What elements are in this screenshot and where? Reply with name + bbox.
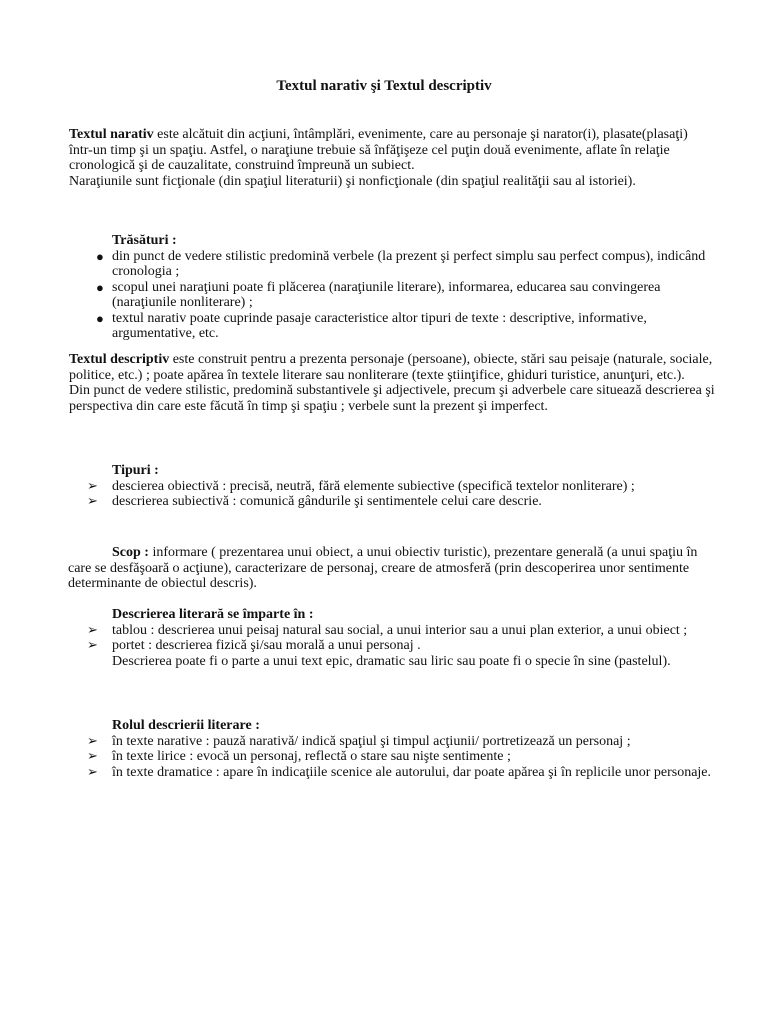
descriptive-term: Textul descriptiv [69, 352, 170, 367]
feature-text: scopul unei naraţiuni poate fi plăcerea (naraţiunile literare), informarea, educarea sau convingerea (naraţiunile nonliterare) ; [112, 279, 661, 310]
list-item [87, 621, 716, 639]
scope-label: Scop : [112, 545, 149, 560]
narrative-section [69, 127, 715, 189]
type-text: descierea obiectivă : precisă, neutră, fără elemente subiective (specifică textelor nonliterare) ; [112, 478, 635, 494]
list-item [87, 493, 716, 510]
arrow-bullet-icon: ➢ [87, 732, 98, 748]
literary-list [87, 621, 716, 654]
literary-text: tablou : descrierea unui peisaj natural sau social, a unui interior sau a unui plan exterior, a unui obiect ; [112, 622, 688, 638]
arrow-bullet-icon: ➢ [87, 637, 98, 652]
arrow-bullet-icon: ➢ [87, 621, 98, 637]
list-item [87, 477, 716, 495]
arrow-bullet-icon: ➢ [87, 477, 98, 493]
arrow-bullet-icon: ➢ [87, 493, 98, 508]
narrative-paragraph-1 [69, 127, 715, 174]
types-heading: Tipuri : [112, 463, 159, 478]
features-section [96, 233, 716, 342]
list-item [96, 248, 716, 280]
role-text: în texte dramatice : apare în indicaţiile scenice ale autorului, dar poate apărea şi în replicile unor personaje. [112, 764, 712, 780]
descriptive-paragraph-1 [69, 352, 715, 383]
feature-text: din punct de vedere stilistic predomină verbele (la prezent şi perfect simplu sau perfect compus), indicând cronologia ; [112, 248, 706, 279]
role-text: în texte narative : pauză narativă/ indică spaţiul şi timpul acţiunii/ portretizează un personaj ; [112, 733, 631, 749]
list-item [96, 310, 716, 342]
literary-section [87, 607, 716, 669]
descriptive-paragraph-1-text: este construit pentru a prezenta personaje (persoane), obiecte, stări sau peisaje (naturale, sociale, politice, etc.) ; poate apărea în textele literare sau nonliterare (texte ştiinţifice, ghiduri turistice, anunţuri, etc.). [69, 352, 713, 383]
list-item [96, 279, 716, 311]
features-heading: Trăsături : [112, 233, 177, 248]
types-list [87, 477, 716, 510]
arrow-bullet-icon: ➢ [87, 763, 98, 779]
literary-heading: Descrierea literară se împarte în : [112, 607, 314, 622]
scope-section [68, 545, 716, 592]
role-section [87, 718, 716, 780]
types-section [87, 463, 716, 510]
feature-text: textul narativ poate cuprinde pasaje caracteristice altor tipuri de texte : descriptive, informative, argumentative, etc. [112, 310, 647, 341]
bullet-icon: ● [96, 279, 104, 295]
literary-text: portet : descrierea fizică şi/sau morală a unui personaj . [112, 638, 421, 653]
literary-note: Descrierea poate fi o parte a unui text epic, dramatic sau liric sau poate fi o specie în sine (pastelul). [112, 653, 671, 669]
arrow-bullet-icon: ➢ [87, 748, 98, 763]
role-text: în texte lirice : evocă un personaj, reflectă o stare sau nişte sentimente ; [112, 749, 511, 764]
bullet-icon: ● [96, 310, 104, 326]
list-item [87, 748, 716, 765]
features-list [96, 248, 716, 342]
role-list [87, 732, 716, 781]
narrative-term: Textul narativ [69, 127, 154, 142]
document-title: Textul narativ şi Textul descriptiv [276, 78, 492, 94]
list-item [87, 637, 716, 654]
scope-paragraph [68, 545, 716, 592]
role-heading: Rolul descrierii literare : [112, 718, 260, 733]
descriptive-section [69, 352, 715, 414]
scope-text: informare ( prezentarea unui obiect, a unui obiectiv turistic), prezentare generală (a unui spaţiu în care se desfăşoară o acţiune), caracterizare de personaj, creare de atmosferă (prin descoperirea unor sentimente determinante de obiectul descris). [68, 545, 698, 591]
narrative-paragraph-1-text: este alcătuit din acţiuni, întâmplări, evenimente, care au personaje şi narator(i), plasate(plasaţi) într-un timp şi un spaţiu. Astfel, o naraţiune trebuie să înfăţişeze cel puţin două evenimente, aflate în relaţie cronologică şi de cauzalitate, construind împreună un subiect. [69, 127, 688, 173]
bullet-icon: ● [96, 248, 104, 264]
descriptive-paragraph-2: Din punct de vedere stilistic, predomină substantivele şi adjectivele, precum şi adverbele care situează descrierea şi perspectiva din care este făcută în timp şi spaţiu ; verbele sunt la prezent şi imperfect. [69, 383, 715, 414]
type-text: descrierea subiectivă : comunică gândurile şi sentimentele celui care descrie. [112, 494, 542, 509]
list-item [87, 763, 716, 781]
narrative-paragraph-2: Naraţiunile sunt ficţionale (din spaţiul literaturii) şi nonficţionale (din spaţiul realităţii sau al istoriei). [69, 173, 636, 189]
list-item [87, 732, 716, 750]
